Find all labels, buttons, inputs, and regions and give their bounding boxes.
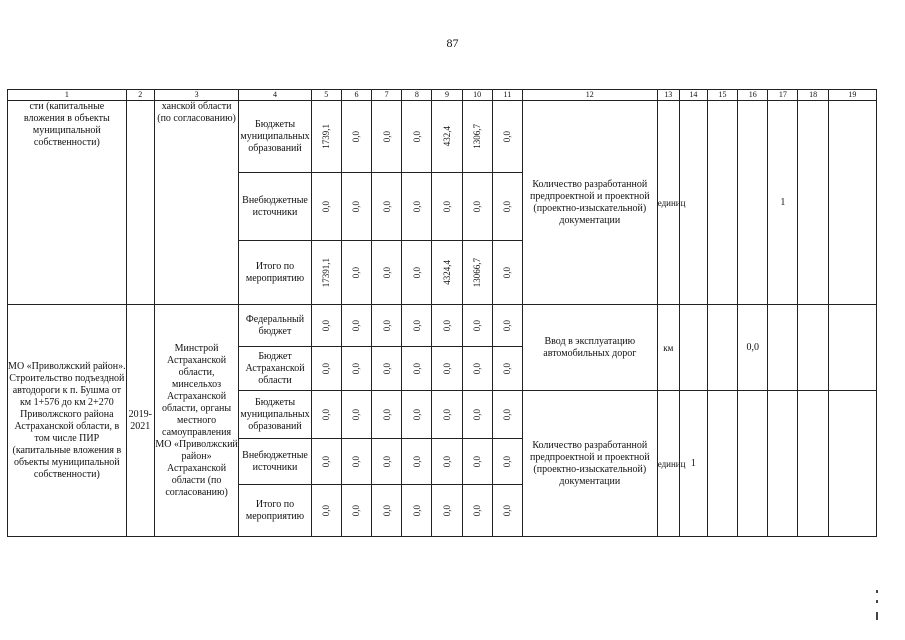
value-cell: 1739,1 — [321, 124, 332, 149]
value-cell: 0,0 — [351, 319, 362, 332]
page-number: 87 — [446, 36, 459, 50]
indicator-cell: Ввод в эксплуатацию автомобильных дорог — [522, 305, 657, 391]
scan-mark — [876, 590, 878, 593]
value-cell: 0,0 — [321, 408, 332, 421]
value-cell: 0,0 — [441, 319, 452, 332]
measure-name-cell: МО «Приволжский район». Строительство подъездной автодороги к п. Бушма от км 1+576 до км 2+270 Приволжского района Астраханской области, в том числе ПИР (капитальные вложения в объекты муниципальной собственности) — [8, 305, 127, 537]
value-cell: 0,0 — [381, 319, 392, 332]
header-row — [8, 90, 877, 101]
value-cell: 0,0 — [351, 266, 362, 279]
value-cell: 0,0 — [321, 200, 332, 213]
indicator-cell: Количество разработанной предпроектной и проектной (проектно-изыскательной) документации — [522, 101, 657, 305]
value-cell: 0,0 — [502, 408, 513, 421]
executor-cell: ханской области (по согласованию) — [154, 101, 238, 305]
scan-mark — [876, 612, 878, 620]
header-cell: 11 — [492, 90, 522, 101]
header-cell: 2 — [126, 90, 154, 101]
value-cell: 0,0 — [381, 504, 392, 517]
value-cell: 0,0 — [472, 362, 483, 375]
value-cell: 0,0 — [381, 266, 392, 279]
header-cell: 1 — [8, 90, 127, 101]
program-table — [7, 89, 877, 537]
period-cell — [126, 101, 154, 305]
value-cell: 0,0 — [441, 362, 452, 375]
value-cell: 0,0 — [411, 130, 422, 143]
header-cell: 12 — [522, 90, 657, 101]
executor-cell: Минстрой Астраханской области, минсельхоз Астраханской области, органы местного самоуправления МО «Приволжский район» Астраханской области (по согласованию) — [154, 305, 238, 537]
indicator-value: 0,0 — [738, 305, 768, 391]
value-cell: 0,0 — [411, 408, 422, 421]
unit-cell: единиц — [657, 391, 679, 537]
value-cell: 0,0 — [441, 200, 452, 213]
value-cell: 0,0 — [502, 455, 513, 468]
unit-cell: км — [657, 305, 679, 391]
value-cell: 0,0 — [381, 408, 392, 421]
value-cell: 1306,7 — [472, 124, 483, 149]
value-cell: 0,0 — [351, 362, 362, 375]
funding-source: Внебюджетные источники — [239, 173, 311, 241]
value-cell: 0,0 — [411, 319, 422, 332]
value-cell: 0,0 — [411, 455, 422, 468]
header-cell: 15 — [707, 90, 737, 101]
header-cell: 14 — [679, 90, 707, 101]
value-cell: 0,0 — [472, 504, 483, 517]
value-cell: 0,0 — [472, 319, 483, 332]
header-cell: 18 — [798, 90, 828, 101]
value-cell: 0,0 — [381, 362, 392, 375]
value-cell: 0,0 — [351, 504, 362, 517]
value-cell: 0,0 — [351, 130, 362, 143]
header-cell: 16 — [738, 90, 768, 101]
value-cell: 4324,4 — [441, 260, 452, 285]
value-cell: 0,0 — [441, 455, 452, 468]
header-cell: 5 — [311, 90, 341, 101]
funding-source: Бюджеты муниципальных образований — [239, 391, 311, 439]
value-cell: 0,0 — [411, 362, 422, 375]
value-cell: 0,0 — [381, 455, 392, 468]
header-cell: 7 — [372, 90, 402, 101]
value-cell: 0,0 — [502, 362, 513, 375]
period-cell: 2019-2021 — [126, 305, 154, 537]
value-cell: 0,0 — [472, 408, 483, 421]
value-cell: 0,0 — [351, 200, 362, 213]
value-cell: 0,0 — [411, 266, 422, 279]
value-cell: 0,0 — [502, 130, 513, 143]
header-cell: 17 — [768, 90, 798, 101]
funding-source: Бюджеты муниципальных образований — [239, 101, 311, 173]
value-cell: 0,0 — [351, 455, 362, 468]
value-cell: 0,0 — [502, 319, 513, 332]
table-row — [8, 305, 877, 347]
header-cell: 19 — [828, 90, 876, 101]
header-cell: 9 — [432, 90, 462, 101]
value-cell: 0,0 — [321, 504, 332, 517]
value-cell: 0,0 — [472, 200, 483, 213]
unit-cell: единиц — [657, 101, 679, 305]
value-cell: 432,4 — [441, 126, 452, 147]
value-cell: 0,0 — [381, 200, 392, 213]
measure-name-cell: сти (капитальные вложения в объекты муниципальной собственности) — [8, 101, 127, 305]
indicator-value: 1 — [679, 391, 707, 537]
value-cell: 0,0 — [502, 504, 513, 517]
value-cell: 0,0 — [411, 200, 422, 213]
header-cell: 10 — [462, 90, 492, 101]
funding-source: Внебюджетные источники — [239, 439, 311, 485]
funding-source: Итого по мероприятию — [239, 241, 311, 305]
indicator-cell: Количество разработанной предпроектной и проектной (проектно-изыскательной) документации — [522, 391, 657, 537]
value-cell: 0,0 — [472, 455, 483, 468]
value-cell: 0,0 — [321, 319, 332, 332]
header-cell: 13 — [657, 90, 679, 101]
value-cell: 0,0 — [441, 504, 452, 517]
header-cell: 8 — [402, 90, 432, 101]
value-cell: 0,0 — [351, 408, 362, 421]
value-cell: 0,0 — [441, 408, 452, 421]
value-cell: 17391,1 — [321, 257, 332, 288]
header-cell: 6 — [341, 90, 371, 101]
value-cell: 0,0 — [321, 362, 332, 375]
indicator-value: 1 — [768, 101, 798, 305]
value-cell: 0,0 — [502, 200, 513, 213]
value-cell: 0,0 — [502, 266, 513, 279]
funding-source: Бюджет Астраханской области — [239, 347, 311, 391]
table-row — [8, 101, 877, 173]
header-cell: 4 — [239, 90, 311, 101]
funding-source: Итого по мероприятию — [239, 485, 311, 537]
funding-source: Федеральный бюджет — [239, 305, 311, 347]
value-cell: 0,0 — [381, 130, 392, 143]
value-cell: 13066,7 — [472, 257, 483, 288]
header-cell: 3 — [154, 90, 238, 101]
value-cell: 0,0 — [321, 455, 332, 468]
scan-mark — [876, 600, 878, 603]
value-cell: 0,0 — [411, 504, 422, 517]
